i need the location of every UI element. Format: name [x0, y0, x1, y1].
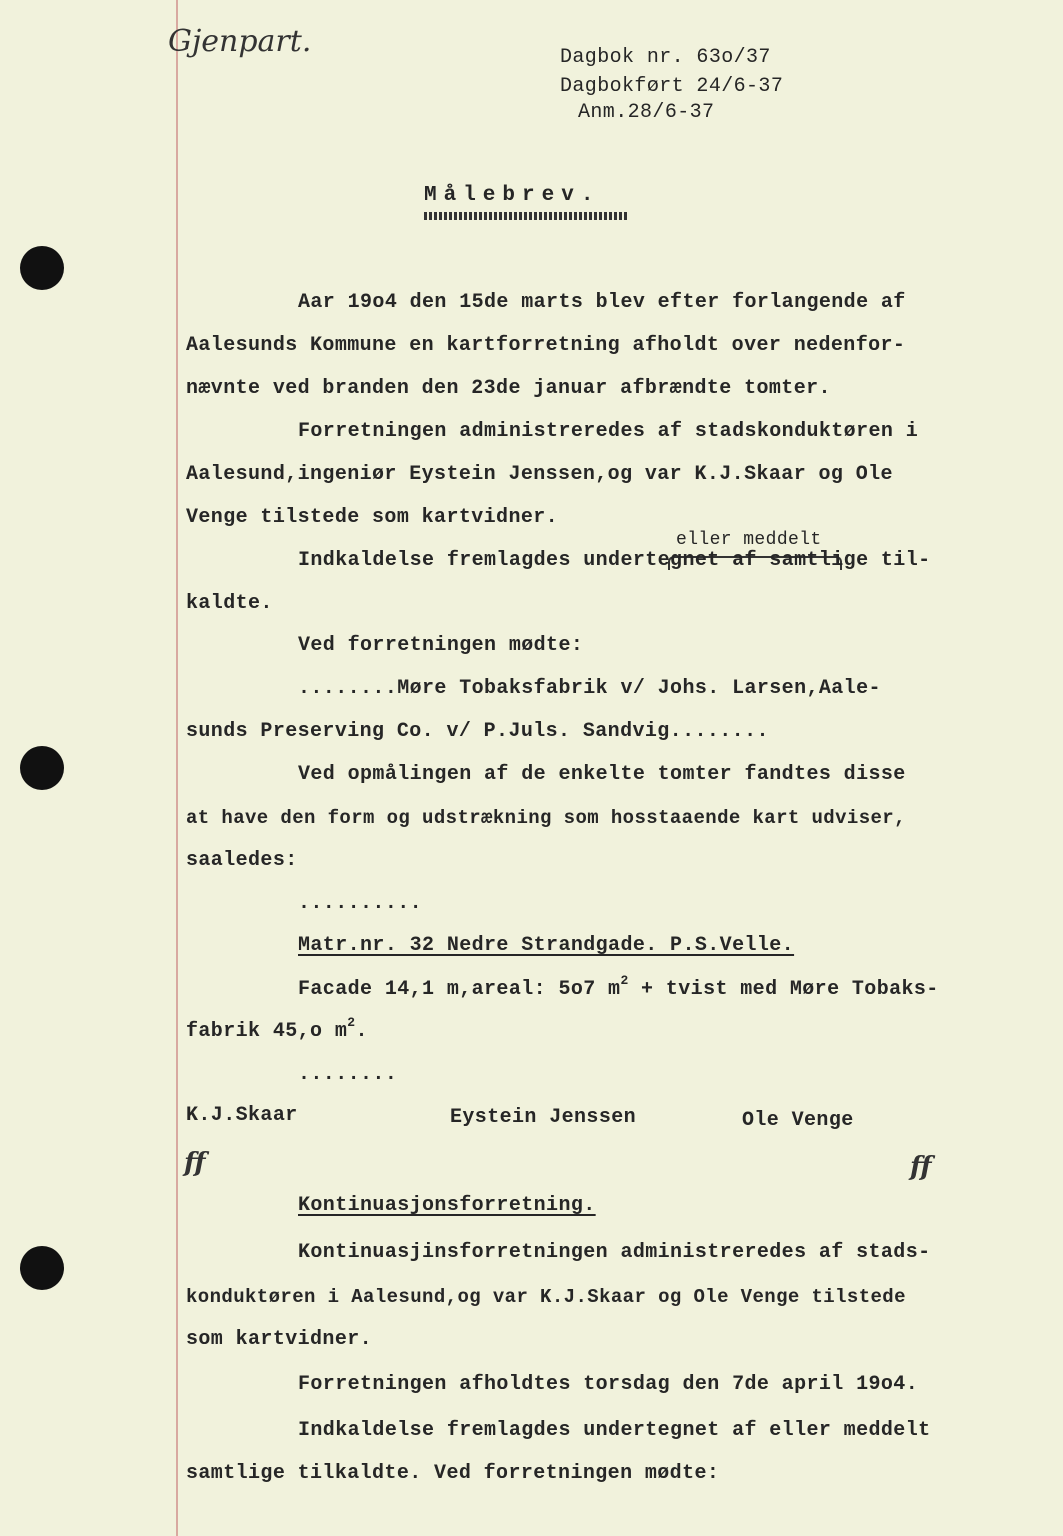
- paragraph-line: Forretningen afholdtes torsdag den 7de april 19o4.: [298, 1373, 919, 1396]
- punch-hole-top: [20, 246, 64, 290]
- margin-rule: [176, 0, 178, 1536]
- paragraph-line: Aalesunds Kommune en kartforretning afholdt over nedenfor-: [186, 334, 906, 357]
- paragraph-line: sunds Preserving Co. v/ P.Juls. Sandvig........: [186, 720, 769, 743]
- continuation-heading: Kontinuasjonsforretning.: [298, 1194, 596, 1217]
- paragraph-line: ........Møre Tobaksfabrik v/ Johs. Larsen,Aale-: [298, 677, 881, 700]
- signature-venge: Ole Venge: [742, 1109, 854, 1132]
- dagbok-number: Dagbok nr. 63o/37: [560, 46, 771, 69]
- facade-text: .: [355, 1020, 368, 1043]
- facade-line: [186, 1015, 368, 1045]
- paragraph-line: Indkaldelse fremlagdes undertegnet af samtlige til-: [298, 549, 931, 572]
- ellipsis-line: ........: [298, 1063, 398, 1086]
- signature-skaar: K.J.Skaar: [186, 1104, 298, 1127]
- paragraph-line: Kontinuasjinsforretningen administreredes af stads-: [298, 1241, 931, 1264]
- anm-date: Anm.28/6-37: [578, 101, 715, 124]
- paragraph-line: nævnte ved branden den 23de januar afbrændte tomter.: [186, 377, 831, 400]
- punch-hole-bottom: [20, 1246, 64, 1290]
- superscript: 2: [620, 973, 629, 988]
- paragraph-line: samtlige tilkaldte. Ved forretningen mødte:: [186, 1462, 720, 1485]
- paragraph-line: som kartvidner.: [186, 1328, 373, 1351]
- signature-mark-right: ff: [910, 1152, 932, 1182]
- paragraph-line: konduktøren i Aalesund,og var K.J.Skaar og Ole Venge tilstede: [186, 1286, 906, 1308]
- dagbok-date: Dagbokført 24/6-37: [560, 75, 784, 98]
- document-title: Målebrev.: [424, 184, 601, 207]
- paragraph-line: Ved forretningen mødte:: [298, 634, 584, 657]
- paragraph-line: Aar 19o4 den 15de marts blev efter forlangende af: [298, 291, 906, 314]
- signature-jenssen: Eystein Jenssen: [450, 1106, 637, 1129]
- paragraph-line: kaldte.: [186, 592, 273, 615]
- paragraph-line: Forretningen administreredes af stadskonduktøren i: [298, 420, 919, 443]
- matr-heading: Matr.nr. 32 Nedre Strandgade. P.S.Velle.: [298, 934, 795, 957]
- title-underline: [424, 212, 628, 220]
- superscript: 2: [347, 1015, 356, 1030]
- paragraph-line: Venge tilstede som kartvidner.: [186, 506, 559, 529]
- facade-line: [298, 973, 939, 1003]
- handwritten-note: Gjenpart.: [168, 24, 312, 59]
- facade-text: + tvist med Møre Tobaks-: [628, 978, 939, 1001]
- inserted-correction: eller meddelt: [676, 530, 822, 550]
- paragraph-line: Aalesund,ingeniør Eystein Jenssen,og var K.J.Skaar og Ole: [186, 463, 893, 486]
- punch-hole-middle: [20, 746, 64, 790]
- paragraph-line: Indkaldelse fremlagdes undertegnet af eller meddelt: [298, 1419, 931, 1442]
- ellipsis-line: ..........: [298, 892, 423, 915]
- paragraph-line: Ved opmålingen af de enkelte tomter fandtes disse: [298, 763, 906, 786]
- paragraph-line: at have den form og udstrækning som hosstaaende kart udviser,: [186, 807, 906, 829]
- facade-text: Facade 14,1 m,areal: 5o7 m: [298, 978, 621, 1001]
- signature-mark-left: ff: [184, 1148, 206, 1178]
- paragraph-line: saaledes:: [186, 849, 298, 872]
- facade-text: fabrik 45,o m: [186, 1020, 348, 1043]
